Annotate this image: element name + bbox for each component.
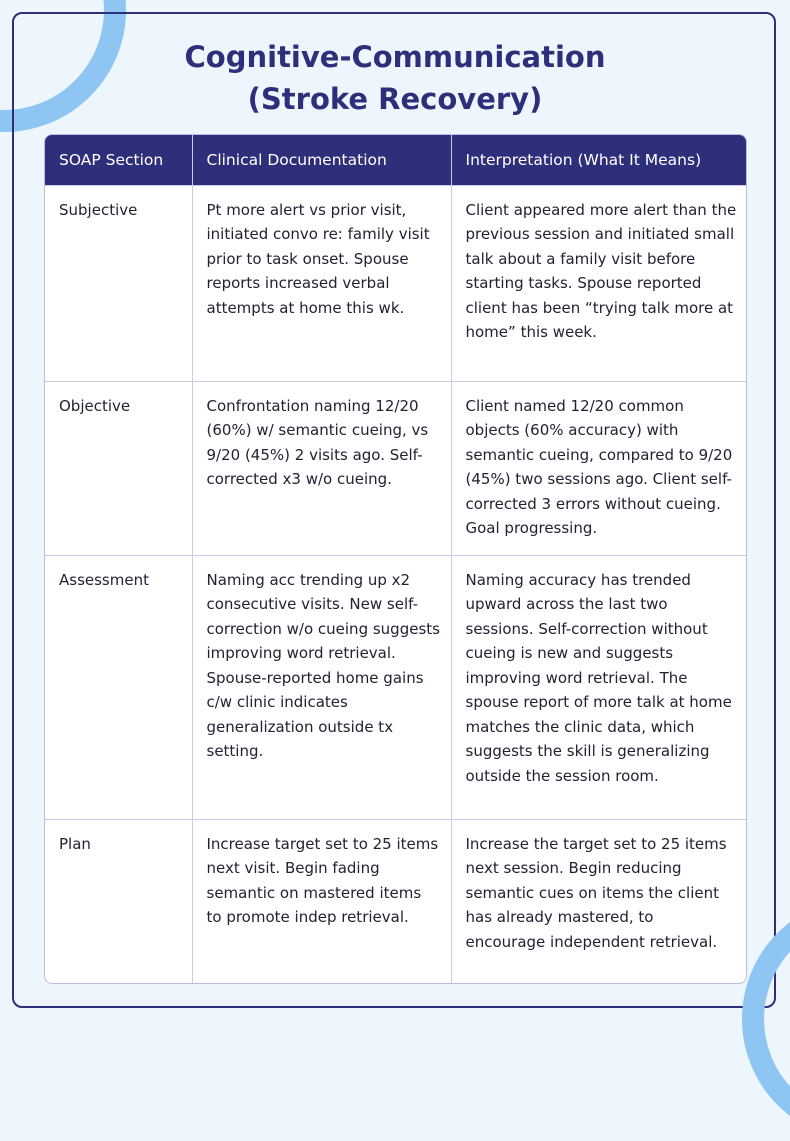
table-row-objective (45, 381, 747, 555)
section-cell: Objective (45, 381, 192, 555)
interpretation-cell: Client named 12/20 common objects (60% accuracy) with semantic cueing, compared to 9/20 (45%) two sessions ago. Client self-corrected 3 errors without cueing. Goal progressing. (451, 381, 747, 555)
documentation-cell: Pt more alert vs prior visit, initiated convo re: family visit prior to task onset. Spouse reports increased verbal attempts at home this wk. (192, 185, 451, 381)
documentation-cell: Naming acc trending up x2 consecutive visits. New self-correction w/o cueing suggests improving word retrieval. Spouse-reported home gains c/w clinic indicates generalization outside tx setting. (192, 555, 451, 819)
interpretation-cell: Increase the target set to 25 items next session. Begin reducing semantic cues on items the client has already mastered, to encourage independent retrieval. (451, 819, 747, 984)
soap-table (45, 135, 747, 984)
header-interpretation: Interpretation (What It Means) (451, 135, 747, 185)
header-clinical-documentation: Clinical Documentation (192, 135, 451, 185)
header-soap-section: SOAP Section (45, 135, 192, 185)
soap-table-container (44, 134, 747, 984)
section-cell: Subjective (45, 185, 192, 381)
table-row-plan (45, 819, 747, 984)
documentation-cell: Increase target set to 25 items next visit. Begin fading semantic on mastered items to promote indep retrieval. (192, 819, 451, 984)
section-cell: Assessment (45, 555, 192, 819)
table-row-assessment (45, 555, 747, 819)
title-line-2: (Stroke Recovery) (247, 82, 543, 116)
title-line-1: Cognitive-Communication (184, 40, 606, 74)
page-title (0, 36, 790, 120)
interpretation-cell: Naming accuracy has trended upward across the last two sessions. Self-correction without cueing is new and suggests improving word retrieval. The spouse report of more talk at home matches the clinic data, which suggests the skill is generalizing outside the session room. (451, 555, 747, 819)
table-row-subjective (45, 185, 747, 381)
section-cell: Plan (45, 819, 192, 984)
documentation-cell: Confrontation naming 12/20 (60%) w/ semantic cueing, vs 9/20 (45%) 2 visits ago. Self-corrected x3 w/o cueing. (192, 381, 451, 555)
interpretation-cell: Client appeared more alert than the previous session and initiated small talk about a family visit before starting tasks. Spouse reported client has been “trying talk more at home” this week. (451, 185, 747, 381)
table-header-row (45, 135, 747, 185)
